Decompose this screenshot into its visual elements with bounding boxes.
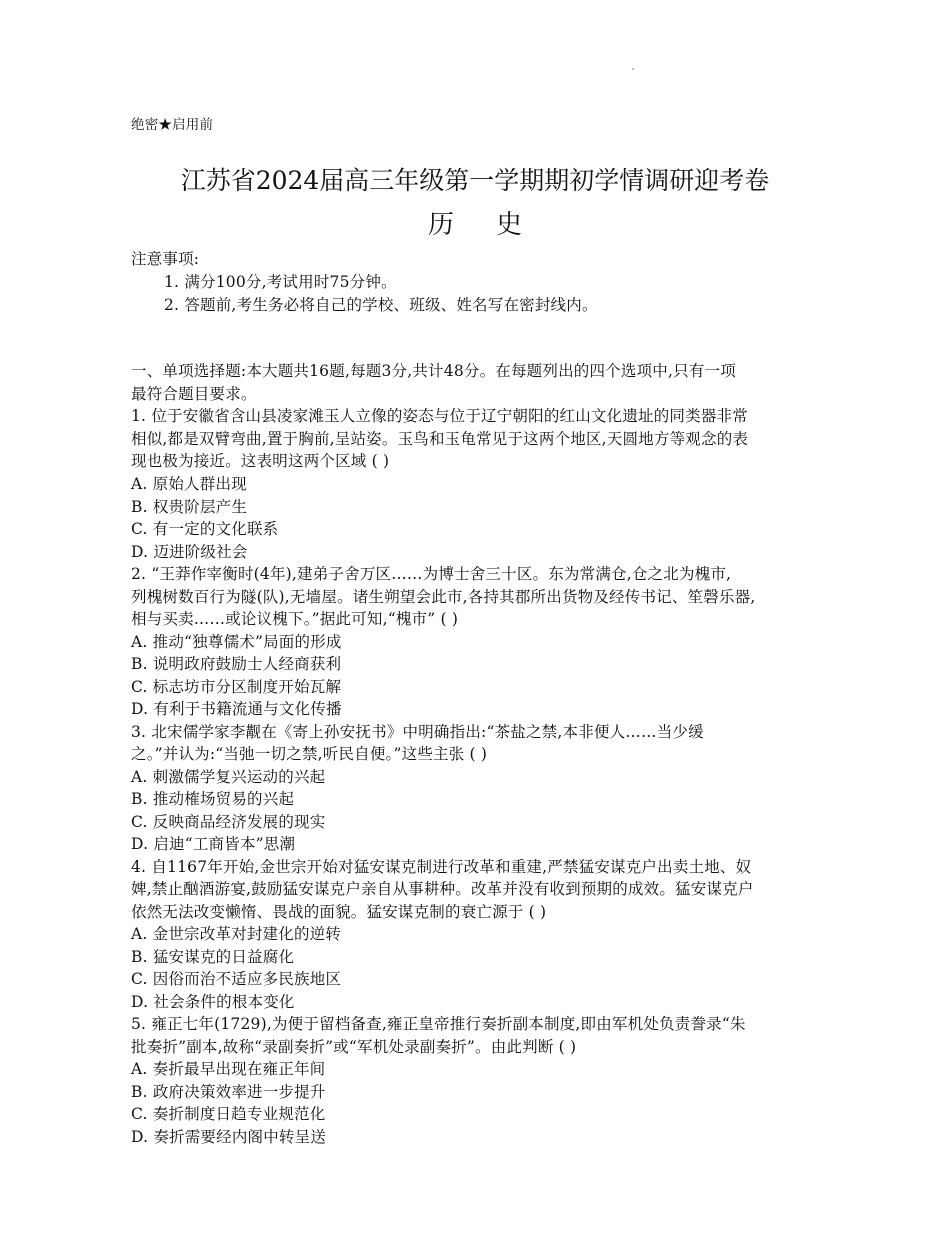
section-intro: 最符合题目要求。	[131, 385, 257, 403]
question-4-stem: 4. 自1167年开始,金世宗开始对猛安谋克制进行改革和重建,严禁猛安谋克户出卖土地、奴	[131, 858, 752, 876]
question-2-stem: 列槐树数百行为隧(队),无墙屋。诸生朔望会此市,各持其郡所出货物及经传书记、笙磬乐器,	[131, 588, 756, 606]
question-3-option-c: C. 反映商品经济发展的现实	[131, 813, 326, 831]
question-4-option-a: A. 金世宗改革对封建化的逆转	[131, 925, 342, 943]
question-2-option-b: B. 说明政府鼓励士人经商获利	[131, 655, 342, 673]
notice-heading: 注意事项:	[131, 250, 200, 268]
question-1-stem: 1. 位于安徽省含山县凌家滩玉人立像的姿态与位于辽宁朝阳的红山文化遗址的同类器非常	[131, 407, 748, 425]
scan-speck	[632, 68, 634, 70]
question-1-option-c: C. 有一定的文化联系	[131, 520, 279, 538]
question-5-option-a: A. 奏折最早出现在雍正年间	[131, 1060, 326, 1078]
question-2-option-d: D. 有利于书籍流通与文化传播	[131, 700, 342, 718]
question-3-stem: 之。”并认为:“当弛一切之禁,听民自便。”这些主张 ( )	[131, 745, 488, 763]
question-3-option-d: D. 启迪“工商皆本”思潮	[131, 835, 296, 853]
question-1-option-b: B. 权贵阶层产生	[131, 498, 248, 516]
question-1-option-d: D. 迈进阶级社会	[131, 543, 248, 561]
question-5-stem: 5. 雍正七年(1729),为便于留档备查,雍正皇帝推行奏折副本制度,即由军机处负责誊录“朱	[131, 1015, 746, 1033]
question-5-option-d: D. 奏折需要经内阁中转呈送	[131, 1128, 327, 1146]
question-1-option-a: A. 原始人群出现	[131, 475, 247, 493]
question-4-option-b: B. 猛安谋克的日益腐化	[131, 948, 295, 966]
question-4-stem: 婢,禁止酗酒游宴,鼓励猛安谋克户亲自从事耕种。改革并没有收到预期的成效。猛安谋克户	[131, 880, 754, 898]
notice-item: 1. 满分100分,考试用时75分钟。	[164, 273, 397, 291]
question-4-option-d: D. 社会条件的根本变化	[131, 993, 295, 1011]
question-3-option-b: B. 推动榷场贸易的兴起	[131, 790, 295, 808]
question-5-option-b: B. 政府决策效率进一步提升	[131, 1083, 326, 1101]
question-2-stem: 相与买卖……或论议槐下。”据此可知,“槐市” ( )	[131, 610, 459, 628]
question-2-option-a: A. 推动“独尊儒术”局面的形成	[131, 633, 342, 651]
question-2-option-c: C. 标志坊市分区制度开始瓦解	[131, 678, 342, 696]
question-1-stem: 现也极为接近。这表明这两个区域 ( )	[131, 452, 390, 470]
question-4-option-c: C. 因俗而治不适应多民族地区	[131, 970, 342, 988]
subject-title: 历史	[427, 210, 564, 240]
secret-mark: 绝密★启用前	[131, 117, 214, 133]
section-intro: 一、单项选择题:本大题共16题,每题3分,共计48分。在每题列出的四个选项中,只有一项	[131, 362, 736, 380]
question-3-stem: 3. 北宋儒学家李觏在《寄上孙安抚书》中明确指出:“茶盐之禁,本非便人……当少缓	[131, 723, 704, 741]
question-2-stem: 2. “王莽作宰衡时(4年),建弟子舍万区……为博士舍三十区。东为常满仓,仓之北为槐市,	[131, 565, 732, 583]
question-5-stem: 批奏折”副本,故称“录副奏折”或“军机处录副奏折”。由此判断 ( )	[131, 1038, 577, 1056]
exam-title: 江苏省2024届高三年级第一学期期初学情调研迎考卷	[180, 166, 770, 195]
question-1-stem: 相似,都是双臂弯曲,置于胸前,呈站姿。玉鸟和玉龟常见于这两个地区,天圆地方等观念的表	[131, 430, 749, 448]
question-5-option-c: C. 奏折制度日趋专业规范化	[131, 1105, 326, 1123]
question-3-option-a: A. 刺激儒学复兴运动的兴起	[131, 768, 326, 786]
question-4-stem: 依然无法改变懒惰、畏战的面貌。猛安谋克制的衰亡源于 ( )	[131, 903, 547, 921]
notice-item: 2. 答题前,考生务必将自己的学校、班级、姓名写在密封线内。	[164, 296, 598, 314]
